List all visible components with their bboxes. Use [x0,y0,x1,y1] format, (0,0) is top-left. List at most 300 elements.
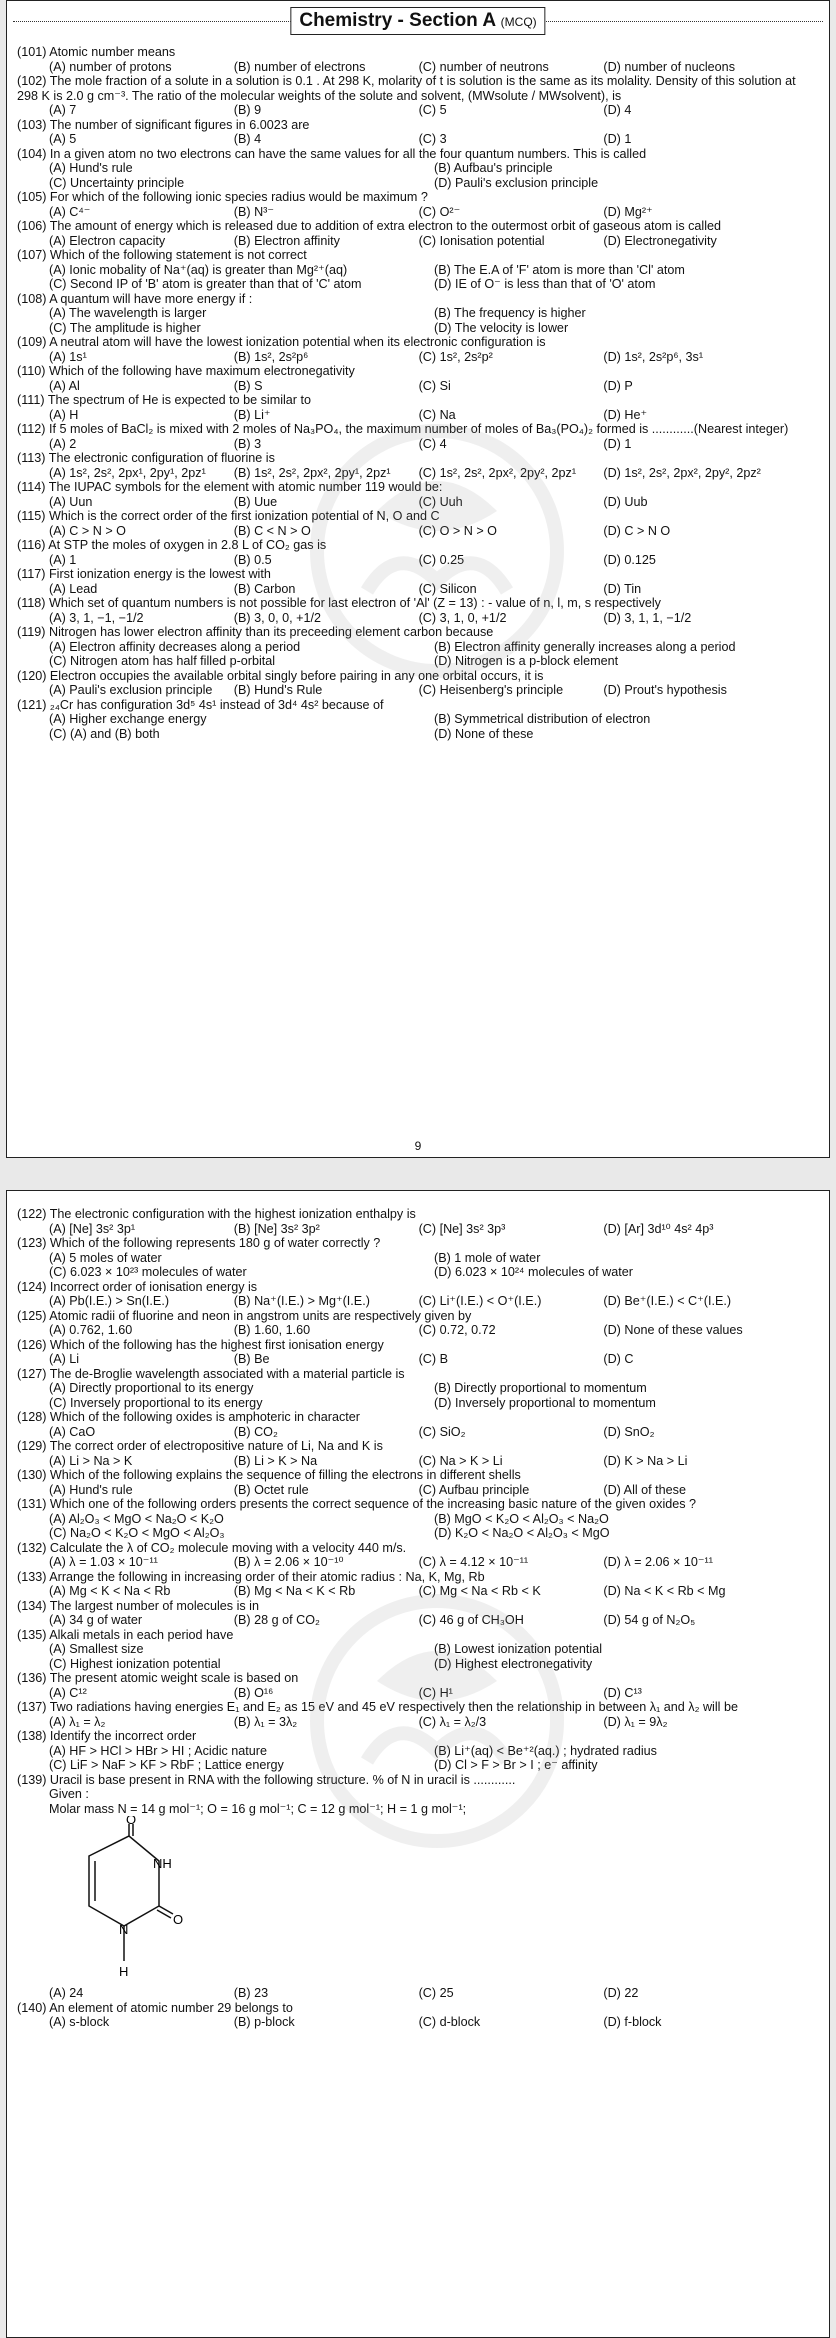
answer-option[interactable]: (D) 3, 1, 1, −1/2 [603,610,692,625]
question-number: (104) [17,146,47,161]
answer-option[interactable]: (C) 3, 1, 0, +1/2 [418,610,507,625]
answer-option[interactable]: (D) Mg²⁺ [603,204,653,219]
question-number: (137) [17,1700,47,1714]
question-text: The electronic configuration of fluorine is [48,451,275,465]
answer-option[interactable]: (B) Mg < Na < K < Rb [233,1584,356,1598]
answer-option[interactable]: (D) 6.023 × 10²⁴ molecules of water [434,1265,633,1279]
answer-option[interactable]: (C) 5 [418,103,447,117]
answer-option[interactable]: (C) Nitrogen atom has half filled p-orbital [49,654,276,668]
question-list-page-2 [7,1191,829,2030]
question-text-line [17,538,819,553]
answer-option[interactable]: (D) K₂O < Na₂O < Al₂O₃ < MgO [434,1526,610,1540]
answer-option[interactable]: (D) Uub [603,494,648,509]
question-text: The electronic configuration with the highest ionization enthalpy is [49,1207,416,1221]
answer-option[interactable]: (B) number of electrons [233,59,366,74]
answer-option[interactable]: (B) 3 [233,436,262,451]
question-text: Which of the following explains the sequence of filling the electrons in different shells [49,1468,521,1482]
question-text-line [17,335,819,350]
question-item [17,1773,819,2001]
answer-option[interactable]: (D) P [603,378,633,393]
question-text-line [17,74,819,103]
answer-option[interactable]: (A) 3, 1, −1, −1/2 [49,610,144,625]
answer-option[interactable]: (A) 0.762, 1.60 [49,1323,133,1337]
answer-option[interactable]: (A) Pb(I.E.) > Sn(I.E.) [49,1294,170,1308]
question-number: (123) [17,1236,47,1250]
question-item [17,1599,819,1628]
options-row [17,2015,819,2030]
question-item [17,625,819,669]
answer-option[interactable]: (A) λ₁ = λ₂ [49,1714,106,1729]
answer-option[interactable]: (C) O > N > O [418,523,497,538]
options-row [17,1613,819,1628]
answer-option[interactable]: (A) CaO [49,1424,96,1439]
answer-option[interactable]: (C) Na > K > Li [418,1453,503,1468]
answer-option[interactable]: (C) d-block [418,2015,481,2029]
answer-option[interactable]: (B) λ₁ = 3λ₂ [233,1714,298,1729]
answer-option[interactable]: (B) CO₂ [233,1424,278,1439]
answer-option[interactable]: (D) 1s², 2s², 2px², 2py², 2pz² [603,465,761,480]
question-number: (117) [17,567,46,581]
question-text-line [17,451,819,466]
answer-option[interactable]: (B) 9 [233,103,262,117]
answer-option[interactable]: (C) 1s², 2s², 2px², 2py², 2pz¹ [418,465,577,480]
options-row [17,1483,819,1498]
question-number: (119) [17,625,46,639]
answer-option[interactable]: (A) Pauli's exclusion principle [49,683,213,697]
answer-option[interactable]: (B) The E.A of 'F' atom is more than 'Cl' atom [434,262,685,277]
question-number: (113) [17,451,46,465]
label-nh: NH [153,1856,172,1871]
options-row [17,1381,819,1410]
answer-option[interactable]: (D) C¹³ [603,1685,642,1700]
answer-option[interactable]: (C) (A) and (B) both [49,726,160,741]
answer-option[interactable]: (A) Al [49,378,80,393]
answer-option[interactable]: (D) K > Na > Li [603,1453,688,1468]
answer-option[interactable]: (D) He⁺ [603,407,648,422]
answer-option[interactable]: (B) 1s², 2s²p⁶ [233,349,309,364]
question-text: Which of the following statement is not correct [49,248,307,262]
answer-option[interactable]: (A) Smallest size [49,1642,144,1656]
options-row [17,1715,819,1730]
answer-option[interactable]: (D) 1 [603,436,632,451]
question-list-page-1 [7,41,829,741]
answer-option[interactable]: (A) number of protons [49,59,172,74]
question-number: (118) [17,596,46,610]
question-number: (109) [17,335,47,349]
answer-option[interactable]: (B) Carbon [233,581,296,596]
question-text: Two radiations having energies E₁ and E₂ as 15 eV and 45 eV respectively then the relationship in between λ₁ and λ₂ will be [49,1700,738,1714]
answer-option[interactable]: (D) λ = 2.06 × 10⁻¹¹ [603,1555,713,1569]
question-text: A neutral atom will have the lowest ionization potential when its electronic configuration is [49,335,546,349]
answer-option[interactable]: (B) N³⁻ [233,204,275,219]
question-text: The mole fraction of a solute in a solution is 0.1 . At 298 K, molarity of t is solution is the same as its molality. Density of this solution at 298 K is 2.0 g cm⁻³. The ratio of the molecular weights of the solute and solvent, (MWsolute / MWsolvent), is [17,74,796,103]
answer-option[interactable]: (A) Mg < K < Na < Rb [49,1584,171,1598]
answer-option[interactable]: (C) Si [418,378,451,393]
answer-option[interactable]: (C) 3 [418,132,447,146]
answer-option[interactable]: (C) 4 [418,436,447,451]
question-text: Identify the incorrect order [49,1729,197,1743]
question-item [17,1671,819,1700]
question-number: (135) [17,1627,47,1642]
question-item [17,364,819,393]
question-item [17,1410,819,1439]
label-n: N [119,1922,129,1937]
answer-option[interactable]: (A) 5 [49,132,77,146]
answer-option[interactable]: (A) The wavelength is larger [49,306,207,320]
answer-option[interactable]: (D) Prout's hypothesis [603,683,727,697]
question-number: (138) [17,1729,47,1743]
answer-option[interactable]: (A) Ionic mobality of Na⁺(aq) is greater than Mg²⁺(aq) [49,262,348,277]
question-text: The amount of energy which is released due to addition of extra electron to the outermost orbit of gaseous atom is called [49,219,722,233]
answer-option[interactable]: (D) All of these [603,1482,686,1497]
answer-option[interactable]: (A) 24 [49,1986,84,2000]
answer-option[interactable]: (B) The frequency is higher [434,306,586,320]
answer-option[interactable]: (B) 3, 0, 0, +1/2 [233,610,321,625]
answer-option[interactable]: (D) 54 g of N₂O₅ [603,1613,696,1627]
answer-option[interactable]: (C) 0.72, 0.72 [418,1323,496,1337]
section-title-text: Chemistry - Section A [299,10,496,31]
question-text-line [17,1236,819,1251]
options-row [17,263,819,292]
answer-option[interactable]: (B) Li⁺ [233,407,271,422]
question-number: (130) [17,1468,47,1482]
options-row [17,1744,819,1773]
answer-option[interactable]: (C) 6.023 × 10²³ molecules of water [49,1265,247,1279]
answer-option[interactable]: (A) C¹² [49,1685,87,1700]
question-text: Which one of the following orders presents the correct sequence of the increasing basic nature of the given oxides ? [49,1497,697,1511]
answer-option[interactable]: (A) H [49,407,79,422]
answer-option[interactable]: (C) Uuh [418,494,463,509]
answer-option[interactable]: (D) SnO₂ [603,1424,655,1439]
section-title-subtitle: (MCQ) [500,15,537,29]
question-item [17,292,819,336]
answer-option[interactable]: (A) 34 g of water [49,1613,143,1627]
question-text: At STP the moles of oxygen in 2.8 L of CO₂ gas is [48,538,327,552]
worksheet-page-1 [6,0,830,1158]
answer-option[interactable]: (B) S [233,378,263,393]
answer-option[interactable]: (B) Hund's Rule [233,683,323,697]
options-row [17,234,819,249]
question-item [17,1541,819,1570]
answer-option[interactable]: (C) λ₁ = λ₂/3 [418,1714,487,1729]
answer-option[interactable]: (A) 1 [49,552,77,567]
answer-option[interactable]: (B) Li > K > Na [233,1453,318,1468]
question-text-line [17,1207,819,1222]
answer-option[interactable]: (D) None of these [434,726,534,741]
options-row [17,1642,819,1671]
answer-option[interactable]: (B) Be [233,1352,270,1366]
question-number: (111) [17,393,45,407]
answer-option[interactable]: (D) The velocity is lower [434,320,569,335]
answer-option[interactable]: (C) [Ne] 3s² 3p³ [418,1221,506,1236]
answer-option[interactable]: (C) 25 [418,1986,454,2000]
question-number: (127) [17,1366,47,1381]
answer-option[interactable]: (D) Electronegativity [603,233,717,248]
question-text-line [17,1570,819,1585]
answer-option[interactable]: (C) O²⁻ [418,204,461,219]
answer-option[interactable]: (B) Li⁺(aq) < Be⁺²(aq.) ; hydrated radius [434,1743,657,1758]
question-item [17,1309,819,1338]
question-item [17,2001,819,2030]
answer-option[interactable]: (D) Inversely proportional to momentum [434,1395,656,1410]
options-row [17,712,819,741]
options-row [17,408,819,423]
answer-option[interactable]: (D) f-block [603,2015,662,2029]
options-row [17,205,819,220]
question-text: First ionization energy is the lowest with [48,567,271,581]
answer-option[interactable]: (D) C [603,1352,634,1366]
answer-option[interactable]: (C) Na₂O < K₂O < MgO < Al₂O₃ [49,1526,225,1540]
answer-option[interactable]: (B) Symmetrical distribution of electron [434,712,651,726]
options-row [17,1425,819,1440]
answer-option[interactable]: (C) 0.25 [418,552,465,567]
answer-option[interactable]: (B) 1s², 2s², 2px², 2py¹, 2pz¹ [233,465,391,480]
question-text: Atomic number means [49,45,176,59]
question-item [17,335,819,364]
answer-option[interactable]: (C) Second IP of 'B' atom is greater than that of 'C' atom [49,277,362,291]
answer-option[interactable]: (D) 4 [603,103,632,117]
answer-option[interactable]: (D) Cl > F > Br > I ; e⁻ affinity [434,1758,598,1772]
answer-option[interactable]: (B) Directly proportional to momentum [434,1381,647,1395]
answer-option[interactable]: (D) Tin [603,581,642,596]
answer-option[interactable]: (C) number of neutrons [418,59,549,74]
answer-option[interactable]: (B) 23 [233,1986,269,2000]
question-text-line [17,1367,819,1382]
answer-option[interactable]: (D) Nitrogen is a p-block element [434,654,619,668]
question-item [17,480,819,509]
question-item [17,1207,819,1236]
answer-option[interactable]: (A) [Ne] 3s² 3p¹ [49,1221,136,1236]
question-text: The IUPAC symbols for the element with atomic number 119 would be: [48,480,443,494]
answer-option[interactable]: (C) LiF > NaF > KF > RbF ; Lattice energy [49,1758,284,1772]
answer-option[interactable]: (A) Al₂O₃ < MgO < Na₂O < K₂O [49,1511,224,1526]
answer-option[interactable]: (C) Highest ionization potential [49,1656,221,1671]
answer-option[interactable]: (B) Aufbau's principle [434,161,553,175]
question-number: (105) [17,190,47,204]
page-number: 9 [414,1139,422,1153]
answer-option[interactable]: (C) Inversely proportional to its energy [49,1395,263,1410]
answer-option[interactable]: (A) λ = 1.03 × 10⁻¹¹ [49,1555,158,1569]
question-item [17,1468,819,1497]
question-item [17,451,819,480]
question-text-line [17,1628,819,1643]
answer-option[interactable]: (A) 5 moles of water [49,1250,162,1265]
answer-option[interactable]: (D) Be⁺(I.E.) < C⁺(I.E.) [603,1294,732,1308]
options-row [17,1222,819,1237]
question-text-line [17,669,819,684]
answer-option[interactable]: (A) C⁴⁻ [49,204,91,219]
answer-option[interactable]: (C) Silicon [418,581,477,596]
given-label: Given : [49,1787,89,1801]
options-row [17,553,819,568]
options-row [17,103,819,118]
answer-option[interactable]: (B) 1 mole of water [434,1250,541,1265]
question-item [17,538,819,567]
question-text: Which set of quantum numbers is not possible for last electron of 'Al' (Z = 13) : - value of n, l, m, s respectively [48,596,661,610]
options-row [17,1512,819,1541]
answer-option[interactable]: (B) 4 [233,132,262,146]
question-text-line [17,1439,819,1454]
question-number: (131) [17,1497,47,1511]
answer-option[interactable]: (B) Electron affinity [233,233,340,248]
question-number: (134) [17,1598,47,1613]
answer-option[interactable]: (D) 22 [603,1986,639,2000]
question-number: (110) [17,364,46,378]
question-text-line [17,1468,819,1483]
answer-option[interactable]: (D) IE of O⁻ is less than that of 'O' atom [434,277,656,291]
question-number: (139) [17,1772,47,1787]
answer-option[interactable]: (C) Na [418,407,456,422]
options-row [17,1323,819,1338]
answer-option[interactable]: (C) λ = 4.12 × 10⁻¹¹ [418,1555,529,1569]
answer-option[interactable]: (A) Uun [49,494,93,509]
answer-option[interactable]: (B) Octet rule [233,1482,309,1497]
question-number: (121) [17,697,47,712]
question-number: (125) [17,1308,47,1323]
answer-option[interactable]: (B) [Ne] 3s² 3p² [233,1221,320,1236]
question-item [17,422,819,451]
answer-option[interactable]: (C) SiO₂ [418,1424,466,1439]
answer-option[interactable]: (B) p-block [233,2015,295,2029]
answer-option[interactable]: (A) Lead [49,581,98,596]
answer-option[interactable]: (B) Na⁺(I.E.) > Mg⁺(I.E.) [233,1294,370,1308]
question-text: The correct order of electropositive nature of Li, Na and K is [49,1439,383,1453]
options-row [17,1686,819,1701]
answer-option[interactable]: (A) Electron affinity decreases along a period [49,639,301,654]
answer-option[interactable]: (C) Aufbau principle [418,1482,530,1497]
question-text-line [17,1599,819,1614]
answer-option[interactable]: (B) C < N > O [233,523,311,538]
answer-option[interactable]: (C) Heisenberg's principle [418,683,564,697]
question-item [17,1497,819,1541]
answer-option[interactable]: (C) Uncertainty principle [49,175,185,190]
question-number: (112) [17,422,46,436]
question-text-line [17,1700,819,1715]
answer-option[interactable]: (B) λ = 2.06 × 10⁻¹⁰ [233,1555,344,1569]
answer-option[interactable]: (C) 1s², 2s²p² [418,349,493,364]
answer-option[interactable]: (A) s-block [49,2015,110,2029]
answer-option[interactable]: (A) 1s¹ [49,349,87,364]
answer-option[interactable]: (A) Li [49,1352,80,1366]
answer-option[interactable]: (D) 1 [603,132,632,146]
answer-option[interactable]: (C) H¹ [418,1685,453,1700]
molar-mass-line: Molar mass N = 14 g mol⁻¹; O = 16 g mol⁻¹; C = 12 g mol⁻¹; H = 1 g mol⁻¹; [49,1801,467,1816]
options-row [17,1584,819,1599]
answer-option[interactable]: (C) 46 g of CH₃OH [418,1613,524,1627]
answer-option[interactable]: (B) 1.60, 1.60 [233,1323,311,1337]
answer-option[interactable]: (A) Directly proportional to its energy [49,1381,254,1395]
answer-option[interactable]: (A) 7 [49,103,77,117]
options-row [17,132,819,147]
question-text-line [17,1280,819,1295]
question-text-line [17,147,819,162]
answer-option[interactable]: (B) MgO < K₂O < Al₂O₃ < Na₂O [434,1511,609,1526]
question-text-line [17,190,819,205]
question-text-line [17,480,819,495]
question-text-line [17,292,819,307]
answer-option[interactable]: (C) Mg < Na < Rb < K [418,1584,541,1598]
question-item [17,248,819,292]
answer-option[interactable]: (B) 0.5 [233,552,272,567]
question-item [17,190,819,219]
question-number: (124) [17,1279,47,1294]
answer-option[interactable]: (B) 28 g of CO₂ [233,1613,320,1627]
answer-option[interactable]: (D) number of nucleons [603,59,735,74]
answer-option[interactable]: (B) Electron affinity generally increases along a period [434,639,736,654]
answer-option[interactable]: (D) 0.125 [603,552,656,567]
answer-option[interactable]: (A) Hund's rule [49,1482,133,1497]
answer-option[interactable]: (A) Higher exchange energy [49,712,207,726]
answer-option[interactable]: (D) None of these values [603,1323,743,1337]
answer-option[interactable]: (D) 1s², 2s²p⁶, 3s¹ [603,349,704,364]
question-text-line [17,45,819,60]
question-text-line [17,2001,819,2016]
options-row [17,1294,819,1309]
question-text: In a given atom no two electrons can have the same values for all the four quantum numbers. This is called [49,146,647,161]
question-text: An element of atomic number 29 belongs to [49,2000,293,2015]
question-item [17,1729,819,1773]
question-item [17,219,819,248]
answer-option[interactable]: (B) Uue [233,494,278,509]
answer-option[interactable]: (C) Ionisation potential [418,233,545,248]
question-text: The spectrum of He is expected to be similar to [47,393,311,407]
question-text-line [17,1309,819,1324]
question-item [17,509,819,538]
answer-option[interactable]: (A) 1s², 2s², 2px¹, 2py¹, 2pz¹ [49,465,206,480]
answer-option[interactable]: (C) Li⁺(I.E.) < O⁺(I.E.) [418,1294,542,1308]
question-item [17,1570,819,1599]
question-item [17,596,819,625]
options-row [17,495,819,510]
question-item [17,698,819,742]
options-row [17,350,819,365]
answer-option[interactable]: (D) λ₁ = 9λ₂ [603,1714,668,1729]
question-text-line [17,1671,819,1686]
question-number: (128) [17,1410,47,1424]
answer-option[interactable]: (D) Na < K < Rb < Mg [603,1584,726,1598]
answer-option[interactable]: (D) C > N O [603,523,671,538]
question-number: (106) [17,219,47,233]
question-text-line [17,393,819,408]
uracil-ring-diagram [49,1816,189,1986]
question-text-line [17,509,819,524]
answer-option[interactable]: (A) Electron capacity [49,233,166,248]
answer-option[interactable]: (D) Pauli's exclusion principle [434,175,599,190]
question-text: Which of the following has the highest first ionisation energy [49,1337,384,1352]
question-number: (120) [17,668,47,683]
answer-option[interactable]: (D) [Ar] 3d¹⁰ 4s² 4p³ [603,1221,714,1236]
answer-option[interactable]: (A) HF > HCl > HBr > HI ; Acidic nature [49,1743,268,1758]
question-number: (129) [17,1439,47,1453]
question-item [17,147,819,191]
question-text: The number of significant figures in 6.0023 are [49,117,310,132]
answer-option[interactable]: (D) Highest electronegativity [434,1656,593,1671]
answer-option[interactable]: (A) C > N > O [49,523,126,538]
answer-option[interactable]: (A) Li > Na > K [49,1453,133,1468]
options-row [17,524,819,539]
options-row [17,1555,819,1570]
question-text: If 5 moles of BaCl₂ is mixed with 2 moles of Na₃PO₄, the maximum number of moles of Ba₃(PO₄)₂ formed is ............(Nearest integer) [48,422,789,436]
answer-option[interactable]: (B) Lowest ionization potential [434,1642,603,1656]
question-item [17,1700,819,1729]
answer-option[interactable]: (C) B [418,1352,448,1366]
question-number: (102) [17,74,47,88]
question-text-line [17,1541,819,1556]
answer-option[interactable]: (B) O¹⁶ [233,1685,274,1700]
answer-option[interactable]: (A) 2 [49,436,77,451]
answer-option[interactable]: (A) Hund's rule [49,161,133,175]
answer-option[interactable]: (C) The amplitude is higher [49,320,201,335]
